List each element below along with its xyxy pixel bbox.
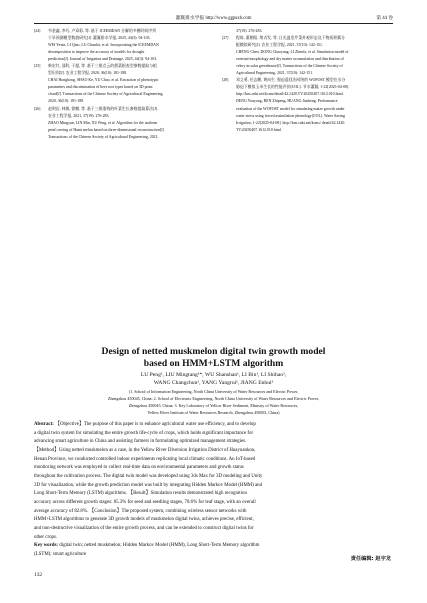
reference-line: 干旱预测模型数值研究[J]. 灌溉排水学报, 2025, 44(3): 94-103. — [48, 36, 151, 41]
article-title-line-2: based on HMM+LSTM algorithm — [143, 358, 284, 369]
keywords-line: Key words: digital twin; netted muskmelon; Hidden Markov Model (HMM), Long Short-Term Memory algorithm — [34, 543, 260, 549]
reference-line: TV.20250407.1612.010.html. — [236, 127, 282, 132]
abstract-line: and non-destructive visualization of the entire growth process, and can be extended to construct digital twins for — [34, 525, 254, 531]
references-left-column — [34, 28, 214, 141]
abstract-label: Abstract: — [34, 422, 54, 427]
reference-line: CHAI Honghong, SHAO Ke, YU Chao, et al. Extraction of phenotypic — [48, 78, 159, 83]
abstract-line: HMM+LSTM algorithms to generate 3D growth models of muskmelon digital twins, achieves precise, efficient, — [34, 517, 254, 523]
affiliation-line-4: Yellow River Institute of Water Resources Research, Zhengzhou 450003, China) — [147, 410, 280, 415]
reference-entry — [34, 28, 214, 63]
reference-line: Irrigation, 1-22[2025-04-08]. http://kns.cnki.net/kcms/ detail/42.1420. — [236, 120, 346, 125]
reference-entry — [34, 106, 214, 141]
reference-line: WEI Yexin, LI Qiao, LU Chunlai, et al. Incorporating the ICEEMDAN — [48, 43, 159, 48]
reference-number: [24] — [34, 29, 41, 33]
keywords-label: Key words: — [34, 543, 59, 549]
reference-line: Transactions of the Chinese Society of Agricultural Engineering, 2021, — [48, 134, 159, 139]
volume-label: 第 44 卷 — [376, 16, 393, 21]
reference-line: celery in solar greenhouse[J]. Transactions of the Chinese Society of — [236, 64, 343, 69]
reference-line: DENG Youyong, REN Zhipeng, HUANG Jiasheng. Performance — [236, 99, 338, 104]
reference-line: cloud[J]. Transactions of the Chinese Society of Agricultural Engineering, — [48, 92, 164, 97]
reference-entry — [222, 28, 394, 35]
reference-line: 程陈, 董朝阳, 黎贞发, 等. 日光温室芹菜外观形态及干物质积累分 — [236, 36, 345, 41]
reference-line: petal carving of Hami melon based on three-dimensional reconstruction[J]. — [48, 127, 165, 132]
abstract-line: Abstract: 【Objective】The purpose of this paper is to enhance agricultural water use efficiency, and to develop — [34, 422, 256, 427]
reference-line: parameters and discrimination of beet root types based on 3D point — [48, 85, 153, 90]
reference-number: [27] — [222, 36, 229, 41]
references-right-column — [222, 28, 394, 134]
reference-line: 胁迫下模拟玉米生长的性能评价[J/OL]. 节水灌溉, 1-22[2025-04-08]. — [236, 85, 350, 90]
reference-line: 柴宏红, 邵科, 于超, 等. 基于三维点云的甜菜根表型参数提取与根 — [48, 64, 157, 69]
reference-line: prediction[J]. Journal of Irrigation and Drainage, 2025, 44(3): 94-103. — [48, 57, 158, 62]
page-number: 132 — [34, 572, 43, 578]
reference-line: evaluation of the WOFOST model for simulating maize growth under — [236, 106, 345, 111]
reference-line: 37(19): 276-283. — [236, 29, 263, 33]
affiliation-line-2: Zhengzhou 450045, China; 2. School of Electronic Engineering, North China University of Water Resources and Electric Power, — [107, 396, 320, 401]
running-header — [34, 13, 393, 24]
reference-line: http://kns.cnki.net/kcms/detail/42.1420.TV.20250407.1612.010.html. — [236, 92, 344, 97]
abstract-line: other crops. — [34, 534, 58, 540]
abstract-line: 3D for visualization, while the growth prediction model was built by integrating Hidden Markov Model (HMM) and — [34, 482, 263, 488]
journal-header: 灌溉排水学报 http://www.ggpsxb.com — [175, 16, 252, 21]
reference-line: 邓义勇, 任志鹏, 黄向生. 强迫返回法网络的 WOFOST 模型在水分 — [236, 78, 346, 83]
abstract-line: monitoring network was employed to collect real-time data on environmental parameters and growth status — [34, 465, 244, 471]
reference-entry — [222, 35, 394, 77]
reference-number: [26] — [34, 106, 41, 111]
reference-line: water stress using forced assimilation phenology[J/OL]. Water Saving — [236, 113, 345, 118]
reference-number: [25] — [34, 64, 41, 69]
abstract-line: 【Method】Using netted muskmelon as a case, in the Yellow River Diversion Irrigation District of Huayuankou, — [34, 447, 256, 453]
abstract-line: throughout the cultivation process. The digital twin model was developed using 3ds Max for 3D modeling and Unity — [34, 473, 263, 479]
abstract-line: a digital twin system for simulating the entire growth life-cycle of crops, which holds significant importance for — [34, 430, 254, 436]
abstract-line: advancing smart agriculture in China and assisting farmers in formulating optimized management strategies. — [34, 439, 247, 445]
reference-line: 韦金鑫, 李巧, 卢章彩, 等. 基于 ICEEMDAN 分解的多模时间序列 — [48, 29, 157, 33]
affiliation-line-3: Zhengzhou 450045, China; 3. Key Laboratory of Yellow River Sediment, Ministry of Water Resources, — [128, 403, 299, 408]
reference-line: Agricultural Engineering, 2021, 37(10): 142-151. — [236, 71, 314, 76]
keywords-line: (LSTM); smart agriculture — [34, 551, 87, 557]
abstract-block — [34, 421, 393, 560]
reference-line: CHENG Chen, DONG Chaoyang, LI Zhenfa, et al. Simulation model of — [236, 50, 349, 55]
reference-line: external morphology and dry matter accumulation and distribution of — [236, 57, 344, 62]
reference-number: [28] — [222, 78, 229, 83]
reference-line: decomposition to improve the accuracy of models for drought — [48, 50, 145, 55]
responsible-editor: 责任编辑: 赵宇龙 — [350, 556, 391, 562]
abstract-line: accuracy across different growth stages: 85.3% for seed and seedling stages, 78.6% for leaf stage, with an overall — [34, 499, 256, 505]
article-title-line-1: Design of netted muskmelon digital twin growth model — [101, 346, 326, 357]
reference-line: 型识别[J]. 农业工程学报, 2020, 36(10): 181-188. — [48, 71, 128, 76]
reference-line: 配模拟研究[J]. 农业工程学报, 2021, 37(10): 142-151. — [236, 43, 323, 48]
affiliation-line-1: (1. School of Information Engineering, North China University of Water Resources and Electric Power, — [128, 389, 299, 394]
reference-line: ZHAO Mingyan, LIN Min, XU Peng, et al. Algorithm for the uniform — [48, 120, 158, 125]
authors-line-1: LU Peng¹, LIU Mingtang¹*, WU Shanshan¹, LI Bin¹, LI Shihao², — [140, 372, 287, 378]
abstract-line: Henan Province, we conducted controlled indoor experiments replicating local climatic conditions. An IoT-based — [34, 456, 256, 462]
reference-line: 2020, 36(10): 181-188. — [48, 99, 85, 104]
reference-entry — [34, 63, 214, 105]
authors-line-2: WANG Changchun², YANG Yangrui¹, JIANG Enhui³ — [153, 380, 274, 386]
abstract-line: Long Short-Term Memory (LSTM) algorithms. 【Result】Simulation results demonstrated high recognition — [34, 491, 247, 497]
reference-line: 赵明岩, 林敏, 徐鹏, 等. 基于三维重构的叶菜生长参数提取算法[J]. — [48, 106, 159, 111]
abstract-line: average accuracy of 82.8%. 【Conclusion】The proposed system, combining wireless sensor networks with — [34, 508, 247, 514]
reference-entry — [222, 77, 394, 133]
reference-line: 农业工程学报, 2021, 37(19): 276-283. — [48, 113, 110, 118]
